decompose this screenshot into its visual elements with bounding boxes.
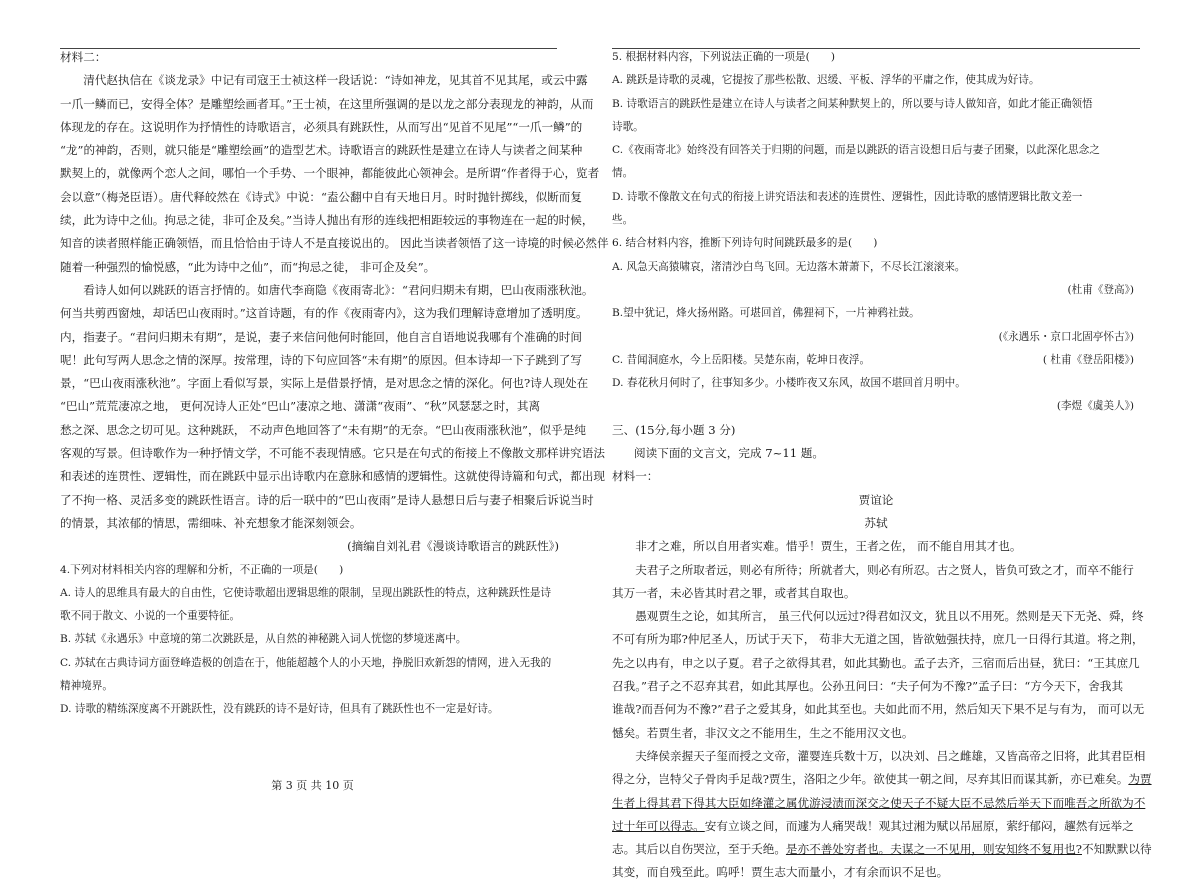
text-line: 夫君子之所取者远，则必有所待；所就者大，则必有所忍。古之贤人，皆负可致之才，而卒不能行 — [635, 562, 1134, 577]
right-column — [612, 46, 1152, 885]
text-line: 一爪一鳞而已，安得全体？是雕塑绘画者耳。”王士祯，在这里所强调的是以龙之部分表现龙的神韵，从而 — [60, 96, 594, 111]
text-line: 清代赵执信在《谈龙录》中记有司寇王士祯这样一段话说：“诗如神龙，见其首不见其尾，或云中露 — [83, 73, 588, 88]
text-line — [612, 838, 1152, 861]
section-instructions: 阅读下面的文言文，完成 7~11 题。 — [634, 446, 824, 461]
source-citation: (摘编自刘礼君《漫谈诗歌语言的跳跃性》) — [347, 539, 559, 554]
option-d: D. 诗歌不像散文在句式的衔接上讲究语法和表述的连贯性、逻辑性，因此诗歌的感情逻辑比散文差一 — [612, 190, 1083, 203]
option-a: A. 诗人的思维具有最大的自由性，它使诗歌超出逻辑思维的限制，呈现出跳跃性的特点，这种跳跃性是诗 — [60, 586, 552, 599]
left-column — [60, 46, 609, 722]
question-stem: 5. 根据材料内容，下列说法正确的一项是( ) — [612, 51, 836, 63]
text-line: 内，指妻子。“君问归期未有期”，是说，妻子来信问他何时能回，他自言自语地说我哪有个准确的时间 — [60, 329, 582, 344]
page-number: 第 3 页 共 10 页 — [271, 779, 354, 792]
text-line: 随着一种强烈的愉悦感，“此为诗中之仙”，而“拘忌之徒， 非可企及矣”。 — [60, 259, 436, 274]
underlined-line: 生者上得其君下得其大臣如绛灌之属优游浸渍而深交之使天子不疑大臣不忌然后举天下而唯吾之所欲为不 — [612, 795, 1146, 810]
text-line: 景，“巴山夜雨涨秋池”。字面上看似写景，实际上是借景抒情，是对思念之情的深化。何也?诗人现处在 — [60, 376, 589, 391]
text-line: 先之以冉有，申之以子夏。君子之欲得其君，如此其勤也。孟子去齐，三宿而后出昼，犹曰：“王其庶几 — [612, 655, 1140, 670]
material-two-heading: 材料二： — [60, 50, 107, 64]
text-line: 其变，而自残至此。呜呼！贾生志大而量小，才有余而识不足也。 — [612, 865, 949, 880]
text-line: 何当共剪西窗烛，却话巴山夜雨时。”这首诗题，有的作《夜雨寄内》，这为我们理解诗意增加了透明度。 — [60, 306, 588, 321]
text-line: 愁之深、思念之切可见。这种跳跃， 不动声色地回答了“未有期”的无奈。“巴山夜雨涨秋池”，似乎是纯 — [60, 422, 586, 437]
option-b: B. 苏轼《永遇乐》中意境的第二次跳跃是，从自然的神秘跳入词人恍惚的梦境迷离中。 — [60, 633, 467, 646]
text-line — [612, 768, 1152, 791]
question-5 — [612, 46, 1140, 232]
text-line: 的情景，其浓郁的情思，需细味、补充想象才能深刻领会。 — [60, 515, 362, 530]
option-b-source: (《永遇乐・京口北固亭怀古》) — [998, 330, 1134, 343]
text-line: 知音的读者照样能正确领悟，而且恰恰由于诗人不是直接说出的。 因此当读者领悟了这一诗境的时候必然伴 — [60, 236, 609, 251]
text-line: 和表述的连贯性、逻辑性，而在跳跃中显示出诗歌内在意脉和感情的逻辑性。这就使得诗篇和句式，都出现 — [60, 469, 605, 484]
text-line — [612, 815, 1140, 838]
text-line: 续，此为诗中之仙。拘忌之徒，非可企及矣。”当诗人抛出有形的连线把相距较远的事物连在一起的时候， — [60, 213, 594, 228]
material-one-heading: 材料一： — [612, 469, 659, 484]
option-c-cont: 精神境界。 — [60, 680, 113, 693]
option-a-cont: 歌不同于散文、小说的一个重要特征。 — [60, 610, 241, 623]
option-b: B.望中犹记，烽火扬州路。可堪回首，佛狸祠下，一片神鸦社鼓。 — [612, 307, 920, 320]
text-line: 愚观贾生之论，如其所言， 虽三代何以远过?得君如汉文，犹且以不用死。然则是天下无尧、舜，终 — [635, 609, 1144, 624]
text-line: 夫绛侯亲握天子玺而授之文帝，灌婴连兵数十万，以决刘、吕之雌雄，又皆高帝之旧将，此其君臣相 — [635, 748, 1146, 763]
option-b-cont: 诗歌。 — [612, 120, 644, 133]
underlined-segment: 为贾 — [1128, 772, 1152, 787]
text-line: 非才之难，所以自用者实难。惜乎！贾生，王者之佐， 而不能自用其才也。 — [635, 539, 1022, 554]
option-d: D. 春花秋月何时了，往事知多少。小楼昨夜又东风，故国不堪回首月明中。 — [612, 377, 966, 390]
question-6 — [612, 232, 1140, 418]
option-c: C. 苏轼在古典诗词方面登峰造极的创造在于，他能超越个人的小天地，挣脱旧欢新怨的情网，进入无我的 — [60, 656, 552, 669]
text-line: 体现龙的存在。这说明作为抒情性的诗歌语言，必须具有跳跃性，从而写出“见首不见尾”“一爪一鳞”的 — [60, 119, 583, 134]
question-stem: 4.下列对材料相关内容的理解和分析，不正确的一项是( ) — [60, 563, 344, 576]
text-line: 呢！此句写两人思念之情的深厚。按常理，诗的下句应回答“未有期”的原因。但本诗却一下子跳到了写 — [60, 352, 582, 367]
text-line: 看诗人如何以跳跃的语言抒情的。如唐代李商隐《夜雨寄北》：“君问归期未有期，巴山夜雨涨秋池。 — [83, 282, 594, 297]
question-stem: 6. 结合材料内容，推断下列诗句时间跳跃最多的是( ) — [612, 237, 878, 250]
option-d-cont: 些。 — [612, 214, 634, 227]
option-a: A. 跳跃是诗歌的灵魂，它提按了那些松散、迟缓、平板、浮华的平庸之作，使其成为好诗。 — [612, 74, 1040, 87]
text-line: 默契上的，就像两个恋人之间，哪怕一个手势、一个眼神，都能彼此心领神会。是所谓“作者得于心，览者 — [60, 166, 600, 181]
underlined-segment: 过十年可以得志。 — [612, 818, 705, 833]
text-segment: 安有立谈之间，而遽为人痛哭哉！观其过湘为赋以吊屈原，萦纡郁闷，趯然有远举之 — [704, 818, 1134, 833]
text-segment: 志。其后以自伤哭泣，至于夭绝。 — [612, 842, 786, 857]
essay-author: 苏轼 — [864, 515, 888, 530]
option-c-text: C. 昔闻洞庭水，今上岳阳楼。吴楚东南，乾坤日夜浮。 — [612, 353, 871, 366]
paragraph-1 — [60, 69, 609, 279]
text-line: 召我。”君子之不忍弃其君，如此其厚也。公孙丑问曰：“夫子何为不豫?”孟子曰：“方今天下，舍我其 — [612, 679, 1124, 694]
option-c: C.《夜雨寄北》始终没有回答关于归期的问题，而是以跳跃的语言设想日后与妻子团聚，以此深化思念之 — [612, 144, 1100, 157]
question-4 — [60, 559, 565, 722]
option-c — [612, 349, 1140, 372]
text-line: “龙”的神韵，否则，就只能是“雕塑绘画”的造型艺术。诗歌语言的跳跃性是建立在诗人与读者之间某种 — [60, 143, 583, 158]
option-d-source: (李煜《虞美人》) — [1056, 400, 1134, 413]
section-three-heading: 三、(15分,每小题 3 分) — [612, 422, 736, 437]
classical-text — [612, 535, 1152, 884]
text-line: 客观的写景。但诗歌作为一种抒情文学，不可能不表现情感。它只是在句式的衔接上不像散文那样讲究语法 — [60, 446, 605, 461]
text-segment: 得之分，岂特父子骨肉手足哉?贾生，洛阳之少年。欲使其一朝之间，尽弃其旧而谋其新，亦已难矣。 — [612, 772, 1129, 787]
text-line: 会以意”（梅尧臣语）。唐代释皎然在《诗式》中说：“盍公翻中自有天地日月。时时抛针掷线，似断而复 — [60, 189, 582, 204]
essay-title: 贾谊论 — [858, 492, 894, 507]
text-line: 谁哉?而吾何为不豫?”君子之爱其身，如此其至也。夫如此而不用，然后知天下果不足与有为， 而可以无 — [612, 702, 1145, 717]
option-d: D. 诗歌的精练深度离不开跳跃性，没有跳跃的诗不是好诗，但具有了跳跃性也不一定是好诗。 — [60, 703, 499, 716]
text-line: 了不拘一格、灵活多变的跳跃性语言。诗的后一联中的“巴山夜雨”是诗人悬想日后与妻子相聚后诉说当时 — [60, 492, 594, 507]
text-line: 其万一者，未必皆其时君之罪，或者其自取也。 — [612, 585, 856, 600]
text-line: 憾矣。若贾生者，非汉文之不能用生，生之不能用汉文也。 — [612, 725, 914, 740]
text-line: 不可有所为耶?仲尼圣人，历试于天下， 苟非大无道之国，皆欲勉强扶持，庶几一日得行其道。将之荆， — [612, 632, 1144, 647]
option-a: A. 风急天高猿啸哀，渚清沙白鸟飞回。无边落木萧萧下，不尽长江滚滚来。 — [612, 260, 966, 273]
option-c-cont: 情。 — [612, 167, 634, 180]
option-a-source: (杜甫《登高》) — [1067, 283, 1134, 296]
option-c-source: ( 杜甫《登岳阳楼》) — [1042, 353, 1134, 366]
text-line: “巴山”荒荒凄凉之地， 更何况诗人正处“巴山”凄凉之地、潇潇“夜雨”、“秋”风瑟瑟之时，其离 — [60, 399, 541, 414]
option-b: B. 诗歌语言的跳跃性是建立在诗人与读者之间某种默契上的，所以要与诗人做知音，如此才能正确领悟 — [612, 97, 1093, 110]
paragraph-2 — [60, 279, 605, 535]
underlined-segment: 是亦不善处穷者也。夫谋之一不见用，则安知终不复用也? — [785, 842, 1082, 857]
text-segment: 不知默默以待 — [1081, 842, 1152, 857]
